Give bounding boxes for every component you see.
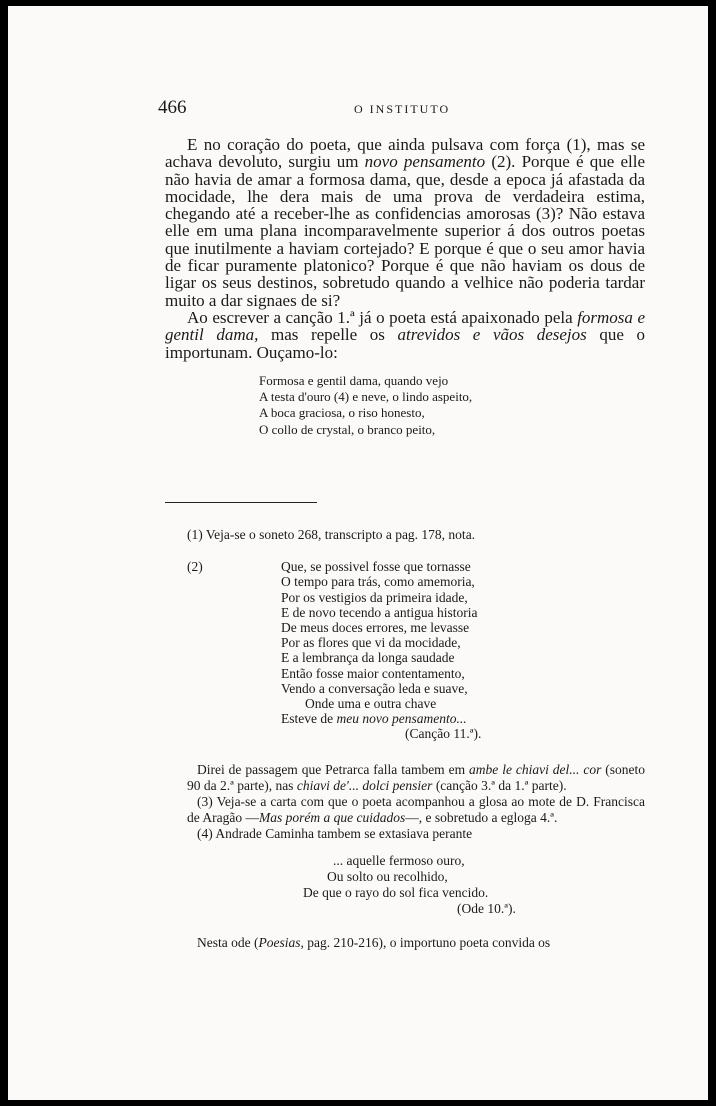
paragraph-1: E no coração do poeta, que ainda pulsava com força (1), mas se achava devoluto, surgiu um novo pensamento (2). Porque é que elle não havia de amar a formosa dama, que, desde a epoca já afastada da mocidade, lhe dera mais de uma prova de verdadeira estima, chegando até a receber-lhe as confidencias amorosas (3)? Não estava elle em uma plana incomparavelmente superior á dos outros poetas que inutilmente a haviam cortejado? E porque é que o seu amor havia de ficar puramente platonico? Porque é que não haviam os dous de ligar os seus destinos, sobretudo quando a velhice não poderia tardar muito a dar signaes de si?	[165, 135, 645, 310]
verse-line: De meus doces errores, me levasse	[281, 620, 470, 636]
verse-source: (Canção 11.ª).	[405, 726, 482, 742]
footnotes	[187, 527, 645, 952]
verse-line: Formosa e gentil dama, quando vejo	[259, 372, 449, 388]
verse-line: E a lembrança da longa saudade	[281, 650, 455, 666]
page-number: 466	[158, 97, 187, 118]
verse-line: Ou solto ou recolhido,	[327, 868, 448, 884]
verse-line: O tempo para trás, como amemoria,	[281, 574, 475, 590]
footnote-4: (4) Andrade Caminha tambem se extasiava perante	[197, 826, 473, 842]
verse-line: Por os vestigios da primeira idade,	[281, 589, 468, 605]
verse-line: Que, se possivel fosse que tornasse	[281, 559, 471, 575]
main-text	[165, 136, 645, 438]
footnote-1: (1) Veja-se o soneto 268, transcripto a pag. 178, nota.	[187, 527, 476, 542]
verse-line: Por as flores que vi da mocidade,	[281, 635, 461, 651]
verse-line: A testa d'ouro (4) e neve, o lindo aspeito,	[259, 389, 473, 405]
verse-line: Esteve de meu novo pensamento...	[281, 711, 467, 727]
verse-line: De que o rayo do sol fica vencido.	[303, 885, 489, 901]
paragraph-2: Ao escrever a canção 1.ª já o poeta está apaixonado pela formosa e gentil dama, mas repelle os atrevidos e vãos desejos que o importunam. Ouçamo-lo:	[165, 307, 646, 362]
running-title: O INSTITUTO	[354, 102, 451, 116]
verse-quotation	[259, 373, 645, 438]
verse-line: Onde uma e outra chave	[305, 696, 437, 712]
footnote-divider	[165, 502, 317, 503]
book-page	[8, 6, 708, 1100]
verse-line: ... aquelle fermoso ouro,	[333, 852, 465, 868]
verse-line: E de novo tecendo a antigua historia	[281, 604, 478, 620]
petrarca-note: Direi de passagem que Petrarca falla tambem em ambe le chiavi del... cor (soneto 90 da 2.ª parte), nas chiavi de'... dolci pensier (canção 3.ª da 1.ª parte).	[187, 761, 646, 793]
verse-source: (Ode 10.ª).	[457, 901, 516, 917]
verse-line: Vendo a conversação leda e suave,	[281, 680, 468, 696]
verse-line: O collo de crystal, o branco peito,	[259, 421, 436, 437]
closing-line: Nesta ode (Poesias, pag. 210-216), o importuno poeta convida os	[197, 935, 551, 951]
footnote-4-verse	[303, 853, 645, 918]
verse-line: Então fosse maior contentamento,	[281, 665, 465, 681]
footnote-2-number: (2)	[187, 559, 203, 575]
page-header	[158, 97, 638, 121]
footnote-2	[187, 553, 645, 741]
footnote-2-verse	[281, 553, 645, 741]
verse-line: A boca graciosa, o riso honesto,	[259, 405, 425, 421]
footnote-3: (3) Veja-se a carta com que o poeta acompanhou a glosa ao mote de D. Francisca de Aragão —Mas porém a que cuidados—, e sobretudo a egloga 4.ª.	[187, 794, 645, 826]
